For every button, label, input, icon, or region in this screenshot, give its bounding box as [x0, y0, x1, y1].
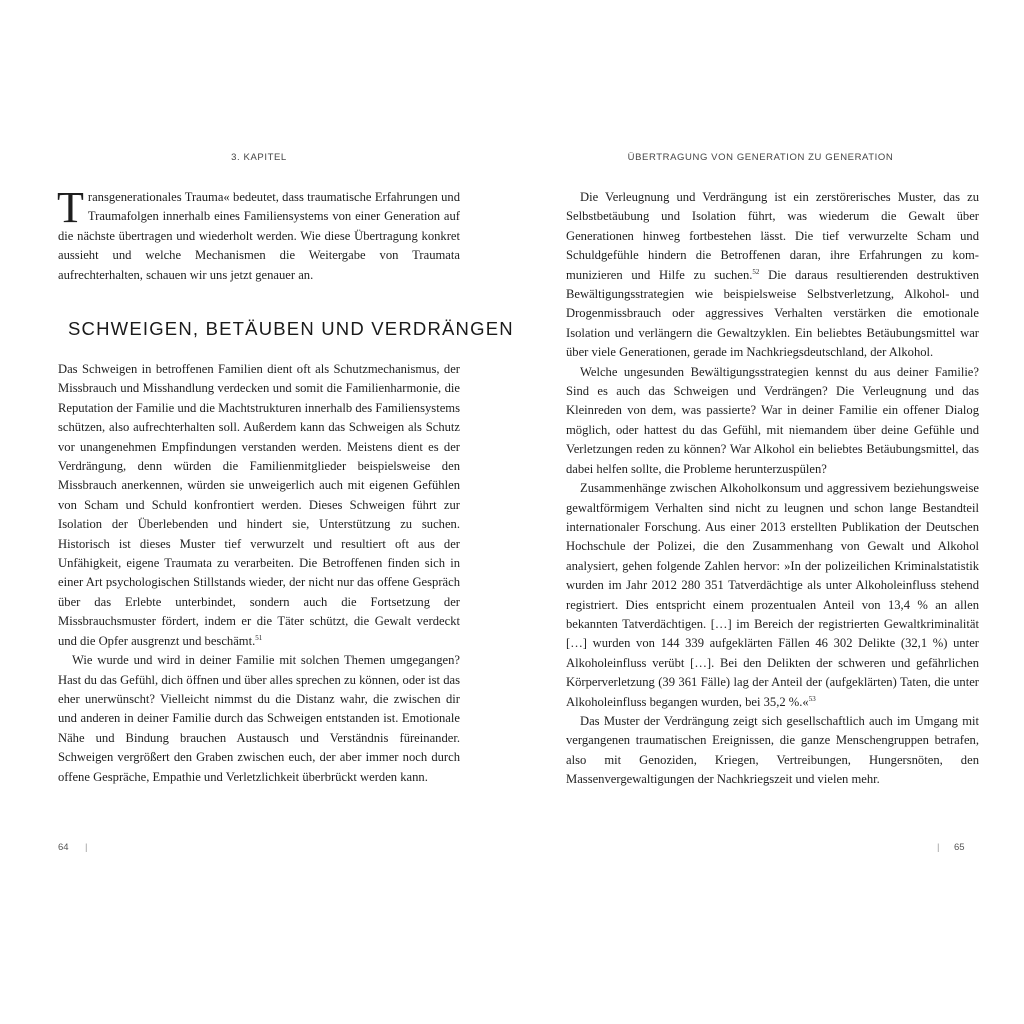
running-head-right: ÜBERTRAGUNG VON GENERATION ZU GENERATION: [627, 152, 894, 163]
paragraph-text: Welche ungesunden Bewältigungsstrategien kennst du aus deiner Familie? Sind es auch das Schweigen und Verdrängen? Die Verleugnung und das Kleinreden von dem, was passierte? War in deiner Familie ein offener Dialog möglich, oder hattest du das Gefühl, mit niemandem über deine Gefühle und Verletzungen reden zu können? War Alkohol ein beliebtes Betäubungsmittel, das dabei helfen sollte, die Probleme herunterzuspülen?: [566, 364, 979, 476]
paragraph: [566, 479, 979, 712]
paragraph: [58, 360, 460, 651]
left-body-text: [58, 360, 460, 787]
page-number-right: 65: [954, 842, 965, 853]
paragraph: [566, 363, 979, 479]
folio-separator-left: |: [85, 842, 88, 853]
paragraph-text: Wie wurde und wird in deiner Familie mit solchen Themen umgegangen? Hast du das Gefühl, dich öffnen und über alles sprechen zu können, oder ist das eher unerwünscht? Vielleicht nimmst du die Distanz wahr, die zwischen dir und anderen in deiner Familie durch das Schweigen entstanden ist. Emotionale Nähe und Bindung brauchen Austausch und Verständnis füreinander. Schweigen vergrößert den Graben zwischen euch, der aber immer noch durch offene Gespräche, Empathie und Verletzlichkeit überbrückt werden kann.: [58, 653, 460, 784]
right-page: [512, 0, 1024, 1024]
footnote-ref: 53: [808, 694, 816, 703]
right-body-text: [566, 188, 979, 790]
paragraph-text: Die Verleugnung und Verdrängung ist ein zerstörerisches Muster, das zu Selbstbetäubung und Isolation führt, was wiederum die Gewalt über Generationen hinweg fortbestehen lässt. Die tief verwurzelte Scham und Schuldgefühle hindern die Betroffenen daran, ihre Erfahrungen zu kommunizieren und Hilfe zu suchen.: [566, 190, 979, 282]
footnote-ref: 51: [255, 633, 263, 642]
drop-cap: T: [57, 183, 84, 232]
paragraph-text: Zusammenhänge zwischen Alkoholkonsum und aggressivem beziehungsweise gewaltförmigem Verhalten sind nicht zu leugnen und schon lange Bestandteil internationaler Forschung. Aus einer 2013 erstellten Publikation der Deutschen Hochschule der Polizei, die den Zusammenhang von Gewalt und Alkohol analysiert, gehen folgende Zahlen hervor: »In der polizeilichen Kriminalstatistik wurden im Jahr 2012 280 351 Tatverdächtige als unter Alkoholeinfluss stehend registriert. Dies entspricht einem prozentualen Anteil von 13,4 % an allen bekannten Tatverdächtigen. […] im Bereich der registrierten Gewaltkriminalität […] wurden von 144 339 aufgeklärten Fällen 46 302 Delikte (32,1 %) unter Alkoholeinfluss verübt […]. Bei den Delikten der schweren und gefährlichen Körperverletzung (39 361 Fälle) lag der Anteil der (aufgeklärten) Taten, die unter Alkoholeinfluss begangen wurden, bei 35,2 %.«: [566, 481, 979, 709]
folio-separator-right: |: [937, 842, 940, 853]
paragraph-text: Das Schweigen in betroffenen Familien dient oft als Schutzmechanismus, der Missbrauch und Misshandlung verdecken und somit die Familienharmonie, die Reputation der Familie und die Machtstrukturen innerhalb des Familiensystems schützen, also aufrechterhalten soll. Außerdem kann das Schweigen als Schutz vor unangenehmen Empfindungen verstanden werden. Meistens dient es der Verdrängung, denn würden die Familienmitglieder beispielsweise den Missbrauch anerkennen, würden sie unweigerlich auch mit eigenen Gefühlen von Scham und Schuld konfrontiert werden. Dieses Schweigen führt zur Isolation der Überlebenden und hindert sie, Unterstützung zu suchen. Historisch ist dieses Muster tief verwurzelt und resultiert oft aus der Unfähigkeit, eigene Traumata zu verarbeiten. Die Betroffenen finden sich in einer Art psychologischen Stillstands wieder, der nicht nur das offene Gespräch über das Erlebte unterbindet, sondern auch die Fortsetzung der Missbrauchsmuster fördert, indem er die Täter schützt, die Gewalt verdeckt und die Opfer ausgrenzt und beschämt.: [58, 362, 460, 648]
intro-paragraph: [57, 183, 460, 285]
paragraph: [566, 712, 979, 790]
intro-text: ransgenerationales Trauma« bedeutet, dass traumatische Erfahrungen und Traumafolgen innerhalb eines Familiensystems von einer Generation auf die nächste übertragen und wiederholt werden. Wie diese Übertragung konkret aussieht und welche Mechanismen die Weitergabe von Traumata aufrechterhalten, schauen wir uns jetzt genauer an.: [58, 190, 460, 282]
paragraph: [566, 188, 979, 363]
footnote-ref: 52: [752, 267, 760, 276]
running-head-left: 3. KAPITEL: [231, 152, 287, 163]
paragraph: [58, 651, 460, 787]
paragraph-text: Die daraus resultierenden destruktiven Bewältigungsstrategien wie beispielsweise Selbstverletzung, Alkohol- und Drogenmissbrauch oder aggressives Verhalten verstärken die emotionale Isolation und verlängern die Gewaltzyklen. Ein beliebtes Betäubungsmittel war über viele Generationen, gerade im Nachkriegsdeutschland, der Alkohol.: [566, 267, 979, 360]
page-number-left: 64: [58, 842, 69, 853]
section-heading: SCHWEIGEN, BETÄUBEN UND VERDRÄNGEN: [68, 318, 514, 339]
paragraph-text: Das Muster der Verdrängung zeigt sich gesellschaftlich auch im Umgang mit vergangenen traumatischen Ereignissen, die ganze Menschengruppen betrafen, also mit Genoziden, Kriegen, Vertreibungen, Hungersnöten, den Massenvergewaltigungen der Nachkriegszeit und vielen mehr.: [566, 713, 979, 787]
